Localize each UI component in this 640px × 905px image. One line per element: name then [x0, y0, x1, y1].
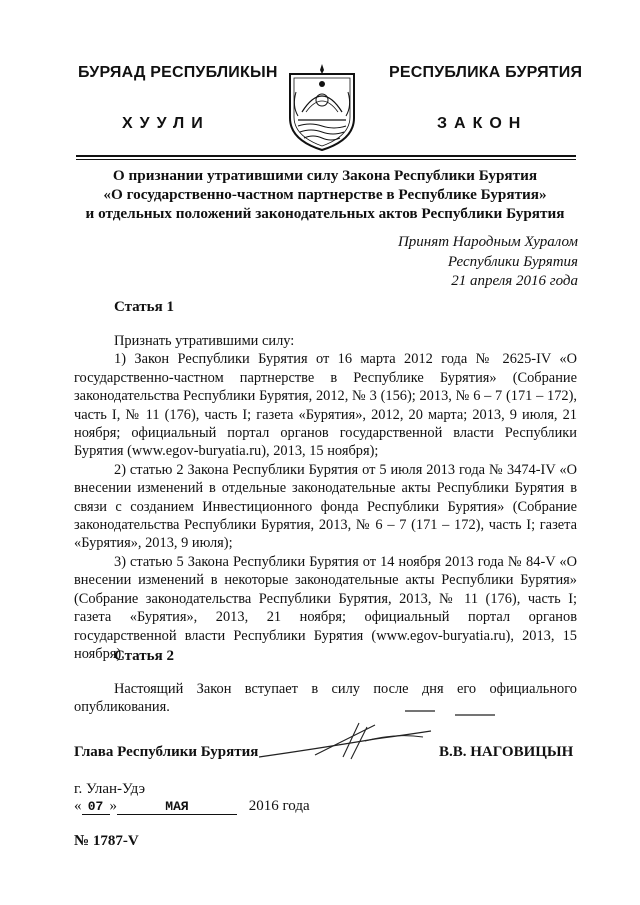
signatory-name: В.В. НАГОВИЦЫН: [439, 744, 574, 760]
date-quote-open: «: [74, 798, 82, 814]
adoption-note: [398, 233, 578, 292]
article-paragraph: 2) статью 2 Закона Республики Бурятия от 5 июля 2013 года № 3474-IV «О внесении изменений в отдельные законодательные акты Республики Бурятия в связи с созданием Инвестиционного фонда Республики Бурятия» (Собрание законодательства Республики Бурятия, 2013, № 6 – 7 (171 – 172), часть I; газета «Бурятия», 2013, 9 июля);: [74, 461, 577, 552]
date-quote-close: »: [109, 798, 117, 814]
article-1-body: [74, 332, 577, 663]
date-month: МАЯ: [117, 799, 237, 815]
law-number: № 1787-V: [74, 833, 139, 849]
date-day: 07: [82, 799, 110, 815]
adoption-line: Республики Бурятия: [447, 253, 578, 270]
article-paragraph: Признать утратившими силу:: [114, 333, 295, 349]
article-paragraph: Настоящий Закон вступает в силу после дня его официального опубликования.: [74, 681, 577, 716]
signatory-position: Глава Республики Бурятия: [74, 744, 259, 760]
left-doc-type: ХУУЛИ: [122, 115, 210, 132]
header-rule-thin: [76, 159, 576, 160]
adoption-line: 21 апреля 2016 года: [451, 273, 578, 289]
title-line: О признании утратившими силу Закона Республики Бурятия: [112, 167, 538, 184]
title-line: «О государственно-частном партнерстве в Республике Бурятия»: [103, 186, 547, 203]
law-title: [60, 166, 590, 223]
article-paragraph: 3) статью 5 Закона Республики Бурятия от 14 ноября 2013 года № 84-V «О внесении изменений в некоторые законодательные акты Республики Бурятия» (Собрание законодательства Республики Бурятия, 2013, № 11 (176), часть I; газета «Бурятия», 2013, 21 ноября; официальный портал органов государственной власти Республики Бурятия (www.egov-buryatia.ru), 2013, 15 ноября).: [74, 553, 577, 662]
right-doc-type: ЗАКОН: [437, 115, 528, 132]
left-header-title: БУРЯАД РЕСПУБЛИКЫН: [78, 64, 278, 81]
place-of-signing: г. Улан-Удэ: [74, 781, 146, 797]
title-line: и отдельных положений законодательных актов Республики Бурятия: [85, 205, 565, 222]
coat-of-arms-emblem-icon: [284, 62, 360, 152]
article-2-heading: Статья 2: [114, 648, 174, 664]
signing-date: [74, 798, 310, 815]
article-1-heading: Статья 1: [114, 299, 174, 315]
header-rule-thick: [76, 155, 576, 157]
right-header-title: РЕСПУБЛИКА БУРЯТИЯ: [389, 64, 583, 81]
article-paragraph: 1) Закон Республики Бурятия от 16 марта 2012 года № 2625-IV «О государственно-частном партнерстве в Республике Бурятия» (Собрание законодательства Республики Бурятия, 2012, № 3 (156); 2013, № 6 – 7 (171 – 172), часть I, № 11 (176), часть I; газета «Бурятия», 2012, 20 марта; 2013, 9 июля, 21 ноября; официальный портал органов государственной власти Республики Бурятия (www.egov-buryatia.ru), 2013, 15 ноября);: [74, 351, 577, 460]
date-year: 2016 года: [248, 798, 310, 814]
adoption-line: Принят Народным Хуралом: [397, 234, 578, 250]
